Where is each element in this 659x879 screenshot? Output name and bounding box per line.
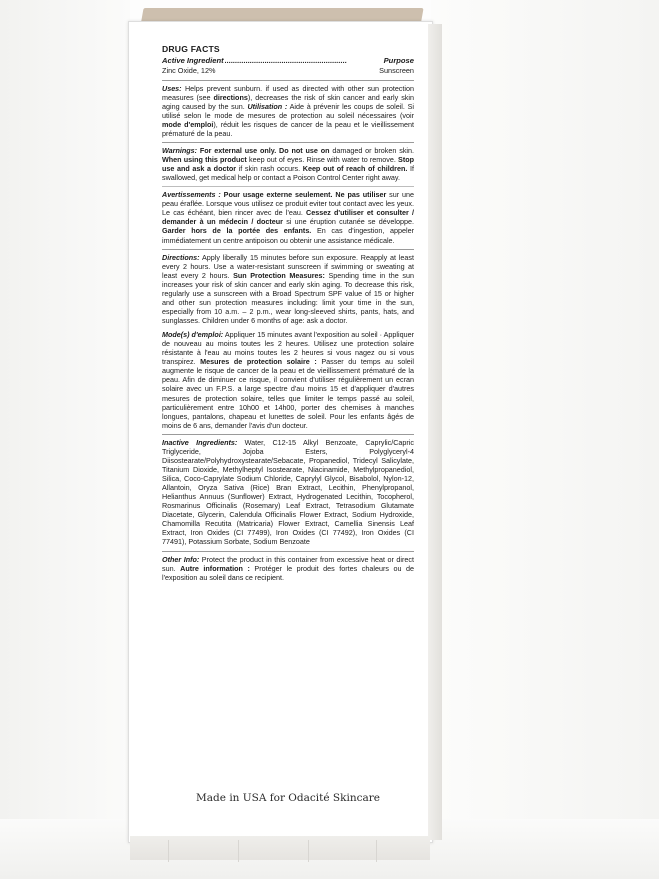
- carton-side-face: [428, 24, 442, 840]
- divider: [162, 249, 414, 250]
- other-info-section: [162, 555, 414, 582]
- divider: [162, 434, 414, 435]
- directions-text: Apply liberally 15 minutes before sun exposure. Reapply at least every 2 hours. Use a water-resistant sunscreen if swimming or sweating at least every 2 hours. Sun Protection Measures: Spending time in the sun increases your risk of skin cancer and early skin aging. To decrease this risk, regularly use a sunscreen with a Broad Spectrum SPF value of 15 or higher and other sun protection measures including: limit your time in the sun, especially from 10 a.m. – 2 p.m., wear long-sleeved shirts, pants, hats, and sunglasses. Children under 6 months of age: ask a doctor.: [162, 252, 414, 326]
- other-info-label-fr: Autre information :: [180, 563, 250, 573]
- other-info-label: Other Info:: [162, 554, 200, 564]
- directions-section: [162, 253, 414, 326]
- active-ingredient-purpose: Sunscreen: [379, 66, 414, 76]
- carton-crease: [168, 840, 169, 862]
- warnings-text-fr: Pour usage externe seulement. Ne pas utiliser sur une peau éraflée. Lorsque vous utilisez ce produit eviter tout contact avec les yeux. Le cas échéant, bien rincer avec de l'eau. Cessez d'utiliser et consulter / demander à un médecin / docteur si une éruption cutanée se développe. Garder hors de la portée des enfants. En cas d'ingestion, appeler immédiatement un centre antipoison ou obtenir une assistance médicale.: [162, 190, 414, 245]
- directions-label: Directions:: [162, 252, 200, 262]
- warnings-label: Warnings:: [162, 145, 198, 155]
- photo-background-left: [0, 0, 130, 879]
- inactive-ingredients-text: Water, C12-15 Alkyl Benzoate, Caprylic/Capric Triglyceride, Jojoba Esters, Polyglyceryl-4 Diisostearate/Polyhydroxystearate/Sebacate, Propanediol, Tridecyl Salicylate, Titanium Dioxide, Methylheptyl Isostearate, Niacinamide, Methylpropanediol, Silica, Coco-Caprylate Sodium Chloride, Caprylyl Glycol, Bisabolol, Nylon-12, Allantoin, Oryza Sativa (Rice) Bran Extract, Lecithin, Phenylpropanol, Helianthus Annuus (Sunflower) Extract, Hydrogenated Lecithin, Tocopherol, Rosmarinus Officinalis (Rosemary) Leaf Extract, Tetrasodium Glutamate Diacetate, Glycerin, Calendula Officinalis Flower Extract, Sodium Hydroxide, Chamomilla Recutita (Matricaria) Flower Extract, Camellia Sinensis Leaf Extract, Iron Oxides (CI 77499), Iron Oxides (CI 77492), Iron Oxides (CI 77491), Potassium Sorbate, Sodium Benzoate: [162, 437, 414, 547]
- directions-fr-section: [162, 330, 414, 430]
- drug-facts-panel: [162, 44, 414, 582]
- active-ingredient-name: Zinc Oxide, 12%: [162, 66, 216, 76]
- uses-label-fr: Utilisation :: [247, 101, 288, 111]
- carton-crease: [308, 840, 309, 862]
- other-info-text-fr: Protéger le produit des fortes chaleurs ou de l'exposition au soleil dans ce recipient.: [162, 563, 414, 582]
- uses-text-en: Helps prevent sunburn. if used as directed with other sun protection measures (see directions), decreases the risk of skin cancer and early skin aging caused by the sun.: [162, 83, 414, 111]
- active-ingredient-label: Active Ingredient: [162, 55, 224, 65]
- uses-label: Uses:: [162, 83, 182, 93]
- inactive-ingredients-label: Inactive Ingredients:: [162, 437, 238, 447]
- divider: [162, 186, 414, 187]
- divider: [162, 142, 414, 143]
- warnings-text: For external use only. Do not use on damaged or broken skin. When using this product keep out of eyes. Rinse with water to remove. Stop use and ask a doctor if skin rash occurs. Keep out of reach of children. If swallowed, get medical help or contact a Poison Control Center right away.: [162, 145, 415, 183]
- purpose-label: Purpose: [383, 55, 414, 65]
- drug-facts-title: DRUG FACTS: [162, 44, 220, 54]
- directions-text-fr: Appliquer 15 minutes avant l'exposition au soleil · Appliquer de nouveau au moins toutes les 2 heures. Utilisez une protection solaire résistante à l'eau au moins toutes les 2 heures si vous nagez ou si vous transpirez. Mesures de protection solaire : Passer du temps au soleil augmente le risque de cancer de la peau et de vieillissement prématuré de la peau. Afin de diminuer ce risque, il convient d'utiliser régulièrement un ecran solaire avec un F.P.S. a large spectre d'au moins 15 et d'appliquer d'autres mesures de protection solaire, telles que limiter le temps passé au soleil, particulièrement entre 10h00 et 14h00, porter des chemises à manches longues, pantalons, chapeau et lunettes de soleil. Pour les enfants âgés de moins de 6 ans, demander l'avis d'un docteur.: [162, 330, 414, 430]
- warnings-label-fr: Avertissements :: [162, 190, 221, 200]
- warnings-fr-section: [162, 190, 414, 244]
- inactive-ingredients-section: [162, 438, 414, 547]
- photo-background-right: [431, 0, 659, 879]
- warnings-section: [162, 146, 414, 182]
- carton-crease: [376, 840, 377, 862]
- active-ingredient-row: [162, 66, 414, 75]
- carton-bottom-edge: [130, 836, 430, 860]
- active-ingredient-header: [162, 56, 414, 66]
- uses-section: [162, 84, 414, 138]
- divider: [162, 80, 414, 81]
- carton-crease: [238, 840, 239, 862]
- uses-text-fr: Aide à prévenir les coups de soleil. Si utilisé selon le mode de mesures de protection au soleil nécessaires (voir mode d'emploi), réduit les risques de cancer de la peau et le vieillissement prématuré de la peau.: [162, 101, 414, 138]
- divider: [162, 551, 414, 552]
- made-in-statement: Made in USA for Odacité Skincare: [196, 792, 380, 804]
- dot-leader: ..........................................................: [224, 55, 347, 65]
- other-info-text: Protect the product in this container from excessive heat or direct sun.: [162, 554, 414, 573]
- directions-label-fr: Mode(s) d'emploi:: [162, 330, 224, 340]
